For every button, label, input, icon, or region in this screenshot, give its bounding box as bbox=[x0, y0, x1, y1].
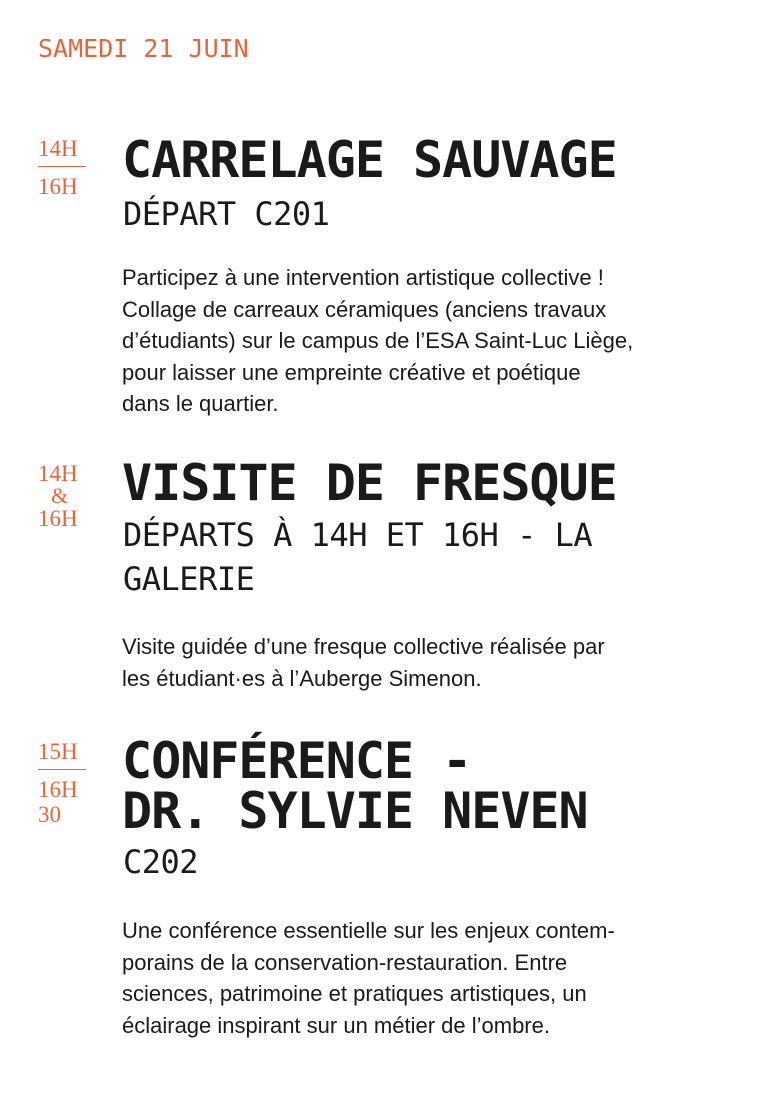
event-description bbox=[122, 915, 722, 1041]
day-heading: SAMEDI 21 JUIN bbox=[38, 34, 249, 63]
description-line: Une conférence essentielle sur les enjeux contem- bbox=[122, 918, 615, 943]
time-ampersand: & bbox=[51, 483, 69, 508]
event-time bbox=[38, 739, 88, 827]
event-title: CARRELAGE SAUVAGE bbox=[122, 131, 617, 189]
event-description bbox=[122, 262, 722, 420]
time-start: 15H bbox=[38, 739, 78, 764]
time-divider bbox=[38, 769, 86, 770]
time-divider bbox=[38, 166, 86, 167]
subtitle-line: GALERIE bbox=[123, 560, 255, 598]
time-end: 16H bbox=[38, 174, 78, 199]
description-line: porains de la conservation-restauration. Entre bbox=[122, 949, 568, 975]
title-line: DR. SYLVIE NEVEN bbox=[122, 782, 588, 840]
time-start: 14H bbox=[38, 461, 78, 486]
time-end: 16H bbox=[38, 777, 78, 802]
event-time bbox=[38, 461, 88, 531]
event-title: VISITE DE FRESQUE bbox=[122, 454, 617, 512]
title-line: CONFÉRENCE - bbox=[122, 732, 472, 790]
description-line: éclairage inspirant sur un métier de l’ombre. bbox=[122, 1012, 550, 1038]
time-end: 16H bbox=[38, 506, 78, 531]
description-line: sciences, patrimoine et pratiques artistiques, un bbox=[122, 981, 587, 1006]
description-line: Visite guidée d’une fresque collective réalisée par bbox=[122, 634, 605, 659]
subtitle-line: DÉPARTS À 14H ET 16H - LA bbox=[123, 516, 593, 554]
event-description bbox=[122, 631, 722, 694]
event-location bbox=[123, 513, 723, 601]
event-location: DÉPART C201 bbox=[123, 195, 330, 233]
description-line: Collage de carreaux céramiques (anciens travaux bbox=[122, 296, 607, 322]
description-line: pour laisser une empreinte créative et poétique bbox=[122, 359, 581, 385]
description-line: dans le quartier. bbox=[122, 391, 279, 416]
time-end-minutes: 30 bbox=[38, 802, 61, 827]
event-location: C202 bbox=[123, 843, 199, 881]
description-line: Participez à une intervention artistique collective ! bbox=[122, 265, 604, 290]
description-line: d’étudiants) sur le campus de l’ESA Saint-Luc Liège, bbox=[122, 328, 634, 353]
description-line: les étudiant·es à l’Auberge Simenon. bbox=[122, 665, 482, 691]
time-start: 14H bbox=[38, 136, 78, 161]
event-time bbox=[38, 136, 88, 199]
event-title bbox=[122, 732, 722, 840]
